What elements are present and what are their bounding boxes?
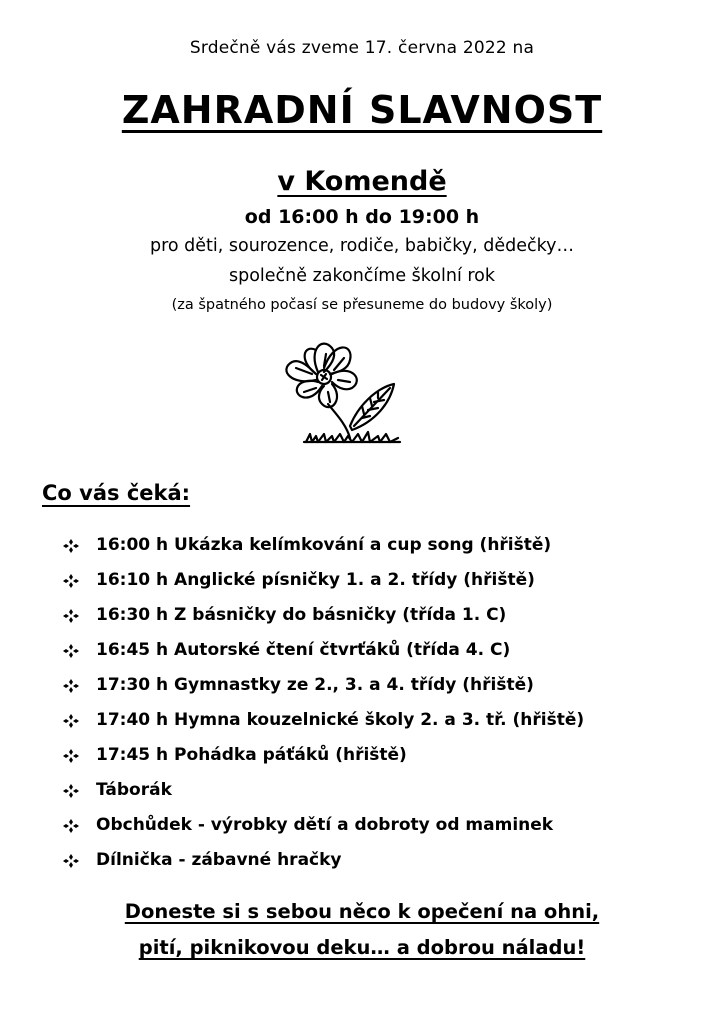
event-place-wrap [0,166,724,197]
list-item [62,598,584,633]
footer-line-1: Doneste si s sebou něco k opečení na ohni, [124,900,600,923]
list-item [62,773,584,808]
list-item [62,633,584,668]
list-item [62,808,584,843]
program-item-text: 16:10 h Anglické písničky 1. a 2. třídy (hřiště) [96,570,535,590]
intro-line: Srdečně vás zveme 17. června 2022 na [189,38,535,58]
program-item-text: 16:45 h Autorské čtení čtvrťáků (třída 4. C) [96,640,511,660]
diamond-bullet-icon [62,738,82,773]
diamond-bullet-icon [62,633,82,668]
diamond-bullet-icon [62,598,82,633]
list-item [62,528,584,563]
program-item-text: 16:30 h Z básničky do básničky (třída 1. C) [96,605,507,625]
program-item-text: Táborák [96,780,172,800]
list-item [62,703,584,738]
footer-line-2: pití, piknikovou deku… a dobrou náladu! [138,936,586,959]
program-item-text: 17:30 h Gymnastky ze 2., 3. a 4. třídy (hřiště) [96,675,534,695]
weather-note: (za špatného počasí se přesuneme do budovy školy) [171,297,553,313]
diamond-bullet-icon [62,668,82,703]
diamond-bullet-icon [62,563,82,598]
program-item-text: Obchůdek - výrobky dětí a dobroty od maminek [96,815,554,835]
event-closing: společně zakončíme školní rok [228,266,496,286]
footer-line-2-wrap [0,936,724,959]
program-list [62,528,584,878]
list-item [62,668,584,703]
program-item-text: Dílnička - zábavné hračky [96,850,342,870]
diamond-bullet-icon [62,773,82,808]
diamond-bullet-icon [62,703,82,738]
list-item [62,563,584,598]
list-item [62,843,584,878]
list-item [62,738,584,773]
diamond-bullet-icon [62,808,82,843]
event-place: v Komendě [277,166,447,197]
diamond-bullet-icon [62,528,82,563]
footer-line-1-wrap [0,900,724,923]
event-title-wrap [0,88,724,132]
event-audience: pro děti, sourozence, rodiče, babičky, dědečky… [149,236,575,256]
diamond-bullet-icon [62,843,82,878]
flower-icon [258,330,418,450]
program-item-text: 17:40 h Hymna kouzelnické školy 2. a 3. tř. (hřiště) [96,710,585,730]
program-heading: Co vás čeká: [42,481,191,505]
program-item-text: 16:00 h Ukázka kelímkování a cup song (hřiště) [96,535,552,555]
event-title: ZAHRADNÍ SLAVNOST [121,88,603,132]
event-time: od 16:00 h do 19:00 h [244,206,480,228]
program-item-text: 17:45 h Pohádka páťáků (hřiště) [96,745,407,765]
